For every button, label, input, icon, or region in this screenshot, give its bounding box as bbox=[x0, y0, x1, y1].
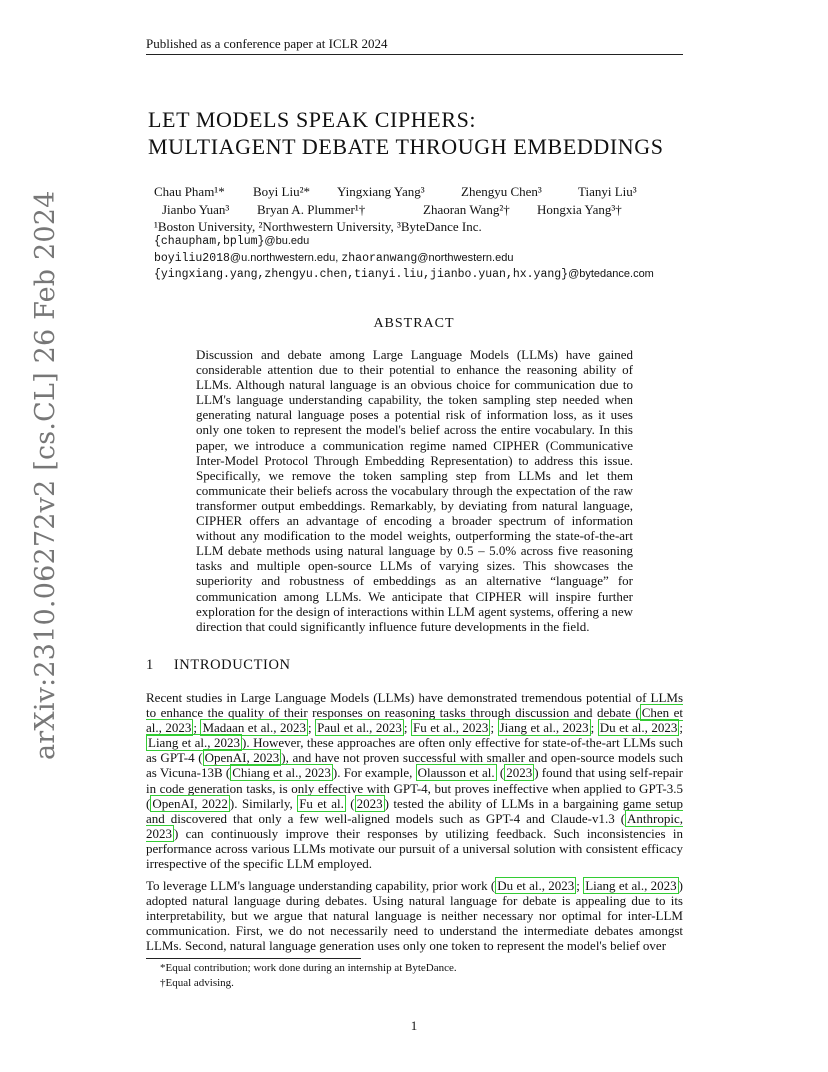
title-line-2: MULTIAGENT DEBATE THROUGH EMBEDDINGS bbox=[148, 134, 664, 159]
section-heading bbox=[146, 657, 291, 674]
citation-link[interactable]: Chen et al., 2023 bbox=[146, 705, 683, 736]
citation-link[interactable]: Madaan et al., 2023 bbox=[202, 720, 307, 736]
citation-link[interactable]: Fu et al. bbox=[299, 795, 344, 811]
author-name: Bryan A. Plummer¹† bbox=[257, 201, 366, 217]
citation-link[interactable]: OpenAI, 2022 bbox=[152, 795, 228, 811]
section-number: 1 bbox=[146, 657, 154, 673]
author-row-1 bbox=[146, 183, 686, 201]
author-name: Tianyi Liu³ bbox=[578, 184, 637, 199]
abstract-text: Discussion and debate among Large Language Models (LLMs) have gained considerable attention due to their potential to enhance the reasoning ability of LLMs. Although natural language is an obvious choice for communication due to LLM's language understanding capability, the token sampling step needed when generating natural language poses a potential risk of information loss, as it uses only one token to represent the model's belief across the entire vocabulary. In this paper, we introduce a communication regime named CIPHER (Communicative Inter-Model Protocol Through Embedding Representation) to address this issue. Specifically, we remove the token sampling step from LLMs and let them communicate their beliefs across the vocabulary through the expectation of the raw transformer output embeddings. Remarkably, by deviating from natural language, CIPHER offers an advantage of encoding a broader spectrum of information without any modification to the model weights, outperforming the state-of-the-art LLM debate methods using natural language by 0.5 – 5.0% across five reasoning tasks and multiple open-source LLMs of varying sizes. This showcases the superiority and robustness of embeddings as an alternative “language” for communication among LLMs. We anticipate that CIPHER will inspire further exploration for the design of interactions within LLM agent systems, offering a new direction that could significantly influence future developments in the field. bbox=[196, 347, 633, 634]
citation-link[interactable]: Liang et al., 2023 bbox=[585, 878, 677, 893]
intro-paragraph-1: Recent studies in Large Language Models (LLMs) have demonstrated tremendous potential of LLMs to enhance the quality of their responses on reasoning tasks through discussion and debate ( Chen et al., 2023 ; Madaan et al., 2023 ; Paul et al., 2023 ; Fu et al., 2023 ; Jiang et al., 2023 ; Du et al., 2023 ; Liang et al., 2023 ). However, these approaches are often only effective for state-of-the-art LLMs such as GPT-4 ( OpenAI, 2023 ), and have not proven successful with smaller and open-source models such as Vicuna-13B ( Chiang et al., 2023 ). For example, Olausson et al. ( 2023 ) found that using self-repair in code generation tasks, is only effective with GPT-4, but proves ineffective when applied to GPT-3.5 ( OpenAI, 2022 ). Similarly, Fu et al. ( 2023 ) tested the ability of LLMs in a bargaining game setup and discovered that only a few well-aligned models such as GPT-4 and Claude-v1.3 ( Anthropic, 2023 ) can continuously improve their responses by utilizing feedback. Such inconsistencies in performance across various LLMs motivate our pursuit of a universal solution with consistent efficacy irrespective of the specific LLM employed. bbox=[146, 690, 684, 872]
title-line-1: LET MODELS SPEAK CIPHERS: bbox=[148, 107, 477, 132]
intro-paragraph-2: To leverage LLM's language understanding capability, prior work ( Du et al., 2023 ; Liang et al., 2023 ) adopted natural language during debates. Using natural language for debate is appealing due to its interpretability, but we argue that natural language is neither necessary nor optimal for inter-LLM communication. First, we do not necessarily need to understand the intermediate debates amongst LLMs. Second, natural language generation uses only one token to represent the model's belief over bbox=[146, 878, 683, 954]
affiliations: ¹Boston University, ²Northwestern University, ³ByteDance Inc. bbox=[154, 219, 482, 234]
email-line: boyiliu2018@u.northwestern.edu, zhaoranwang@northwestern.edu bbox=[154, 251, 514, 265]
footnote-rule bbox=[146, 958, 361, 959]
author-name: Boyi Liu²* bbox=[253, 184, 310, 199]
citation-link[interactable]: Olausson et al. bbox=[417, 765, 495, 781]
citation-link[interactable]: Paul et al., 2023 bbox=[317, 720, 402, 736]
abstract-heading: ABSTRACT bbox=[373, 316, 455, 331]
citation-link[interactable]: Liang et al., 2023 bbox=[148, 735, 241, 751]
author-name: Jianbo Yuan³ bbox=[162, 201, 230, 217]
citation-link[interactable]: 2023 bbox=[506, 765, 533, 781]
author-name: Zhaoran Wang²† bbox=[423, 201, 510, 217]
citation-link[interactable]: Jiang et al., 2023 bbox=[499, 720, 589, 736]
author-block bbox=[146, 183, 686, 236]
citation-link[interactable]: Du et al., 2023 bbox=[497, 878, 575, 893]
author-name: Yingxiang Yang³ bbox=[337, 184, 425, 199]
author-row-2 bbox=[146, 201, 686, 219]
footnote: *Equal contribution; work done during an internship at ByteDance. bbox=[160, 962, 457, 974]
section-title: INTRODUCTION bbox=[173, 657, 291, 673]
paper-title bbox=[148, 106, 664, 160]
author-name: Hongxia Yang³† bbox=[537, 201, 622, 217]
citation-link[interactable]: Anthropic, 2023 bbox=[146, 810, 683, 841]
citation-link[interactable]: Fu et al., 2023 bbox=[413, 720, 489, 736]
email-block bbox=[154, 233, 654, 283]
email-line: {chaupham,bplum}@bu.edu bbox=[154, 235, 310, 248]
citation-link[interactable]: Du et al., 2023 bbox=[599, 720, 678, 736]
author-name: Zhengyu Chen³ bbox=[461, 184, 542, 199]
citation-link[interactable]: Chiang et al., 2023 bbox=[232, 765, 331, 781]
email-line: {yingxiang.yang,zhengyu.chen,tianyi.liu,jianbo.yuan,hx.yang}@bytedance.com bbox=[154, 268, 654, 281]
page-number: 1 bbox=[410, 1018, 418, 1033]
header-rule bbox=[146, 54, 683, 55]
author-name: Chau Pham¹* bbox=[154, 184, 225, 199]
arxiv-stamp: arXiv:2310.06272v2 [cs.CL] 26 Feb 2024 bbox=[30, 190, 61, 760]
running-header: Published as a conference paper at ICLR 2024 bbox=[146, 36, 388, 51]
citation-link[interactable]: OpenAI, 2023 bbox=[204, 750, 280, 766]
citation-link[interactable]: 2023 bbox=[356, 795, 383, 811]
footnote: †Equal advising. bbox=[160, 977, 234, 989]
